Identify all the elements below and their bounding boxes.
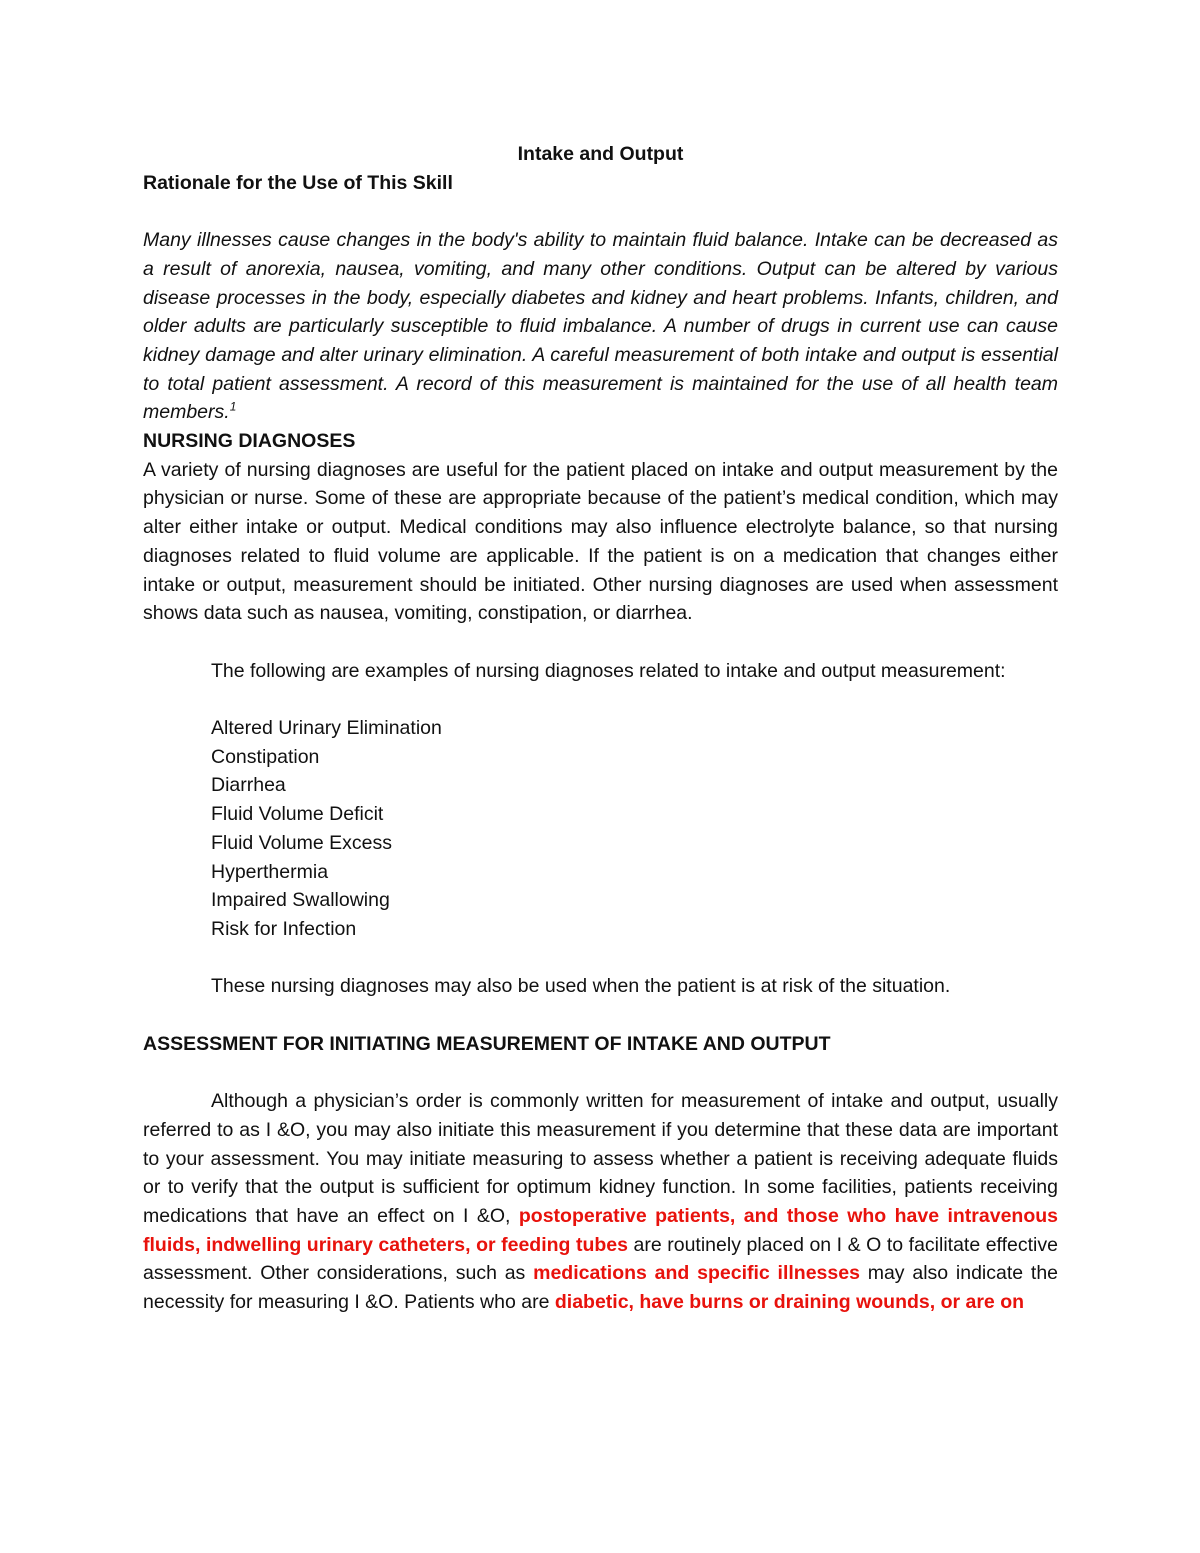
- list-item: Diarrhea: [211, 774, 286, 797]
- list-item: Risk for Infection: [211, 917, 357, 940]
- assessment-heading: ASSESSMENT FOR INITIATING MEASUREMENT OF INTAKE AND OUTPUT: [143, 1032, 831, 1055]
- list-item: Constipation: [211, 745, 320, 768]
- rationale-text: Many illnesses cause changes in the body's ability to maintain fluid balance. Intake can be decreased as a result of anorexia, nausea, vomiting, and many other conditions. Output can be altered by various disease processes in the body, especially diabetes and kidney and heart problems. Infants, children, and older adults are particularly susceptible to fluid imbalance. A number of drugs in current use can cause kidney damage and alter urinary elimination. A careful measurement of both intake and output is essential to total patient assessment. A record of this measurement is maintained for the use of all health team members.: [143, 229, 1058, 424]
- assessment-text-2: are routinely placed on I & O to facilitate effective assessment. Other considerations, such as: [143, 1233, 1058, 1285]
- assessment-text-1: Although a physician’s order is commonly written for measurement of intake and output, usually referred to as I &O, you may also initiate this measurement if you determine that these data are important to your assessment. You may initiate measuring to assess whether a patient is receiving adequate fluids or to verify that the output is sufficient for optimum kidney function. In some facilities, patients receiving medications that have an effect on I &O,: [143, 1090, 1058, 1227]
- emphasis-postoperative: postoperative patients, and those who have intravenous fluids, indwelling urinary catheters, or feeding tubes: [143, 1204, 1059, 1256]
- assessment-text-3: may also indicate the necessity for measuring I &O. Patients who are: [143, 1262, 1059, 1314]
- nursing-diagnoses-paragraph: A variety of nursing diagnoses are useful for the patient placed on intake and output measurement by the physician or nurse. Some of these are appropriate because of the patient’s medical condition, which may alter either intake or output. Medical conditions may also influence electrolyte balance, so that nursing diagnoses related to fluid volume are applicable. If the patient is on a medication that changes either intake or output, measurement should be initiated. Other nursing diagnoses are used when assessment shows data such as nausea, vomiting, constipation, or diarrhea.: [143, 458, 1058, 625]
- nursing-diagnoses-heading: NURSING DIAGNOSES: [143, 430, 356, 453]
- examples-intro: The following are examples of nursing diagnoses related to intake and output measurement:: [211, 659, 1006, 682]
- diagnoses-note: These nursing diagnoses may also be used when the patient is at risk of the situation.: [211, 975, 951, 998]
- emphasis-medications: medications and specific illnesses: [533, 1262, 860, 1285]
- list-item: Impaired Swallowing: [211, 889, 390, 912]
- document-page: [143, 140, 1058, 1317]
- assessment-paragraph: [143, 1087, 1058, 1317]
- diagnoses-list: [143, 714, 1058, 944]
- list-item: Altered Urinary Elimination: [211, 717, 442, 740]
- rationale-paragraph: [143, 226, 1058, 427]
- list-item: Fluid Volume Deficit: [211, 803, 384, 826]
- list-item: Fluid Volume Excess: [211, 831, 392, 854]
- footnote-marker: 1: [229, 399, 237, 414]
- page-title: Intake and Output: [517, 143, 684, 165]
- emphasis-diabetic: diabetic, have burns or draining wounds, or are on: [554, 1291, 1025, 1314]
- rationale-heading: Rationale for the Use of This Skill: [143, 171, 453, 194]
- list-item: Hyperthermia: [211, 860, 329, 883]
